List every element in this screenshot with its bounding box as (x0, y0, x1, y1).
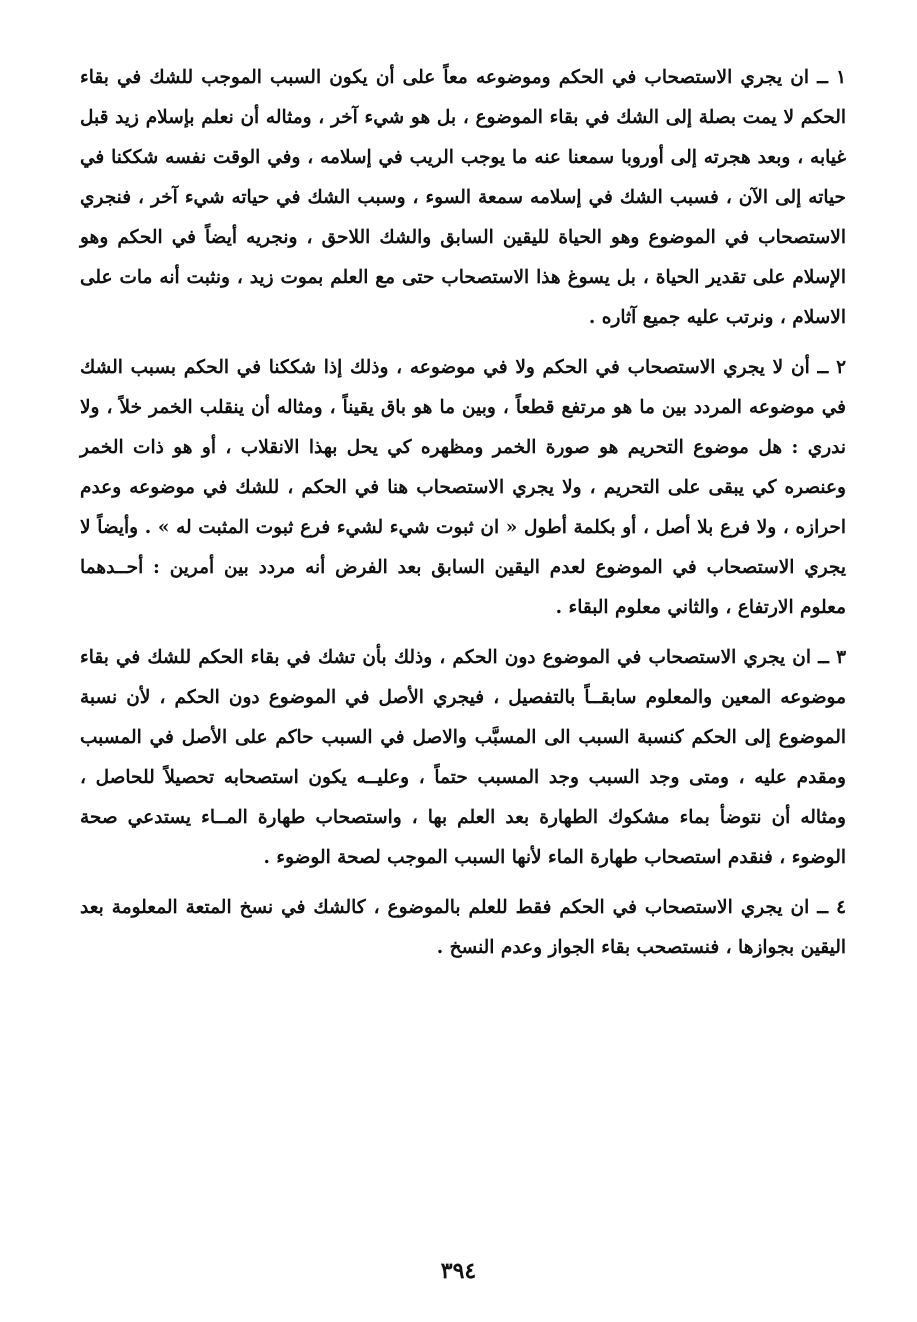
paragraph-2: ٢ ــ أن لا يجري الاستصحاب في الحكم ولا في موضوعه ، وذلك إذا شككنا في الحكم بسبب الشك في موضوعه المردد بين ما هو مرتفع قطعاً ، وبين ما هو باق يقيناً ، ومثاله أن ينقلب الخمر خلاً ، ولا ندري : هل موضوع التحريم هو صورة الخمر ومظهره كي يحل بهذا الانقلاب ، أو هو ذات الخمر وعنصره كي يبقى على التحريم ، ولا يجري الاستصحاب هنا في الحكم ، للشك في موضوعه وعدم احرازه ، ولا فرع بلا أصل ، أو بكلمة أطول « ان ثبوت شيء لشيء فرع ثبوت المثبت له » . وأيضاً لا يجري الاستصحاب في الموضوع لعدم اليقين السابق بعد الفرض أنه مردد بين أمرين : أحــدهما معلوم الارتفاع ، والثاني معلوم البقاء . (80, 357, 846, 618)
paragraph-4: ٤ ــ ان يجري الاستصحاب في الحكم فقط للعلم بالموضوع ، كالشك في نسخ المتعة المعلومة بعد اليقين بجوازها ، فنستصحب بقاء الجواز وعدم النسخ . (80, 897, 846, 958)
page-body (80, 58, 846, 968)
page-number: ٣٩٤ (440, 1258, 477, 1284)
paragraph-3: ٣ ــ ان يجري الاستصحاب في الموضوع دون الحكم ، وذلك بأن تشك في بقاء الحكم للشك في بقاء موضوعه المعين والمعلوم سابقــاً بالتفصيل ، فيجري الأصل في الموضوع دون الحكم ، لأن نسبة الموضوع إلى الحكم كنسبة السبب الى المسبَّب والاصل في السبب حاكم على الأصل في المسبب ومقدم عليه ، ومتى وجد السبب وجد المسبب حتماً ، وعليــه يكون استصحابه تحصيلاً للحاصل ، ومثاله أن نتوضأ بماء مشكوك الطهارة بعد العلم بها ، واستصحاب طهارة المــاء يستدعي صحة الوضوء ، فنقدم استصحاب طهارة الماء لأنها السبب الموجب لصحة الوضوء . (80, 647, 846, 868)
paragraph-1: ١ ــ ان يجري الاستصحاب في الحكم وموضوعه معاً على أن يكون السبب الموجب للشك في بقاء الحكم لا يمت بصلة إلى الشك في بقاء الموضوع ، بل هو شيء آخر ، ومثاله أن نعلم بإسلام زيد قبل غيابه ، وبعد هجرته إلى أوروبا سمعنا عنه ما يوجب الريب في إسلامه ، وفي الوقت نفسه شككنا في حياته إلى الآن ، فسبب الشك في إسلامه سمعة السوء ، وسبب الشك في حياته شيء آخر ، فنجري الاستصحاب في الموضوع وهو الحياة لليقين السابق والشك اللاحق ، ونجريه أيضاً في الحكم وهو الإسلام على تقدير الحياة ، بل يسوغ هذا الاستصحاب حتى مع العلم بموت زيد ، ونثبت أنه مات على الاسلام ، ونرتب عليه جميع آثاره . (80, 67, 846, 328)
